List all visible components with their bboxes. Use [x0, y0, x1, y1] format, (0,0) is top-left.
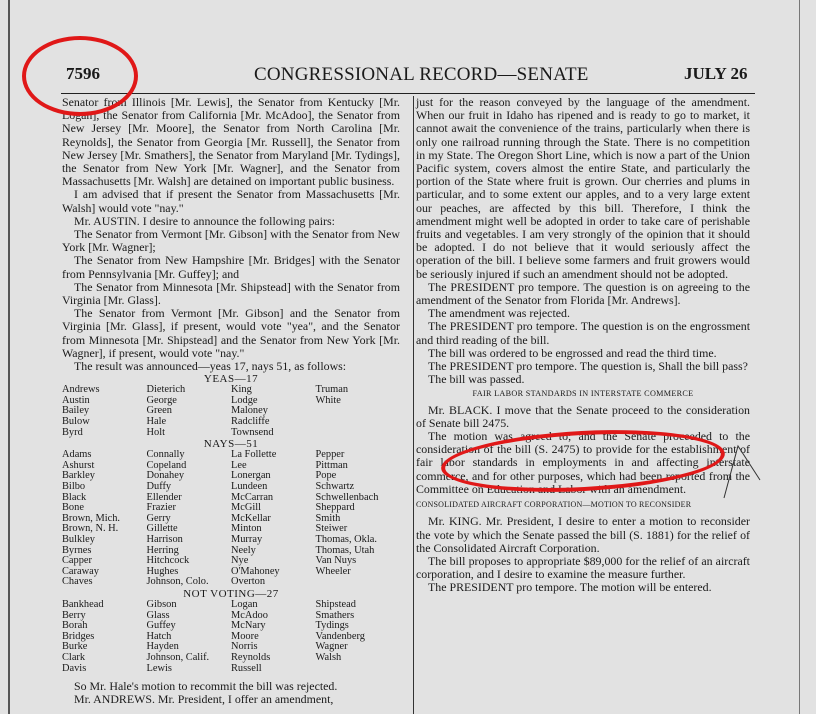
senator-name: Maloney [231, 405, 268, 417]
senator-name: McAdoo [231, 609, 268, 621]
senator-name: Lundeen [231, 481, 268, 493]
nays-heading: NAYS—51 [203, 438, 259, 451]
senator-name: Pittman [315, 459, 348, 471]
senator-name: Moore [231, 630, 259, 642]
senator-name: Brown, Mich. [62, 512, 121, 524]
senator-name: McCarran [231, 491, 274, 503]
section-heading: FAIR LABOR STANDARDS IN INTERSTATE COMMERCE [472, 389, 694, 399]
senator-name: Hughes [146, 565, 179, 577]
senator-name: Bridges [62, 630, 95, 642]
senator-name: Hitchcock [146, 555, 190, 567]
paragraph: Mr. BLACK. I move that the Senate proceed to the consideration of Senate bill 2475. [416, 402, 750, 430]
senator-name: Hale [146, 416, 167, 428]
senator-name: Sheppard [315, 502, 355, 514]
senator-name: Neely [231, 544, 256, 556]
senator-name: Shipstead [315, 598, 356, 610]
senator-row [62, 577, 400, 588]
paragraph: The Senator from New Hampshire [Mr. Bridges] with the Senator from Pennsylvania [Mr. Guffey]; and [62, 253, 400, 281]
page-title: CONGRESSIONAL RECORD—SENATE [254, 64, 589, 85]
senator-row [62, 428, 400, 439]
senator-name: Clark [62, 651, 86, 663]
senator-name [316, 664, 401, 675]
senator-name: Pope [315, 470, 337, 482]
senator-name: O'Mahoney [231, 565, 280, 577]
senator-name: Adams [62, 449, 92, 461]
senator-name [316, 577, 401, 588]
senator-name: Davis [62, 662, 87, 674]
senator-name: Reynolds [231, 651, 271, 663]
paragraph: The Senator from Vermont [Mr. Gibson] with the Senator from New York [Mr. Wagner]; [62, 227, 400, 255]
right-column [416, 96, 750, 595]
header-rule [61, 93, 755, 94]
senator-name: Dieterich [146, 384, 186, 396]
senator-row [62, 535, 400, 546]
senator-name: Burke [62, 641, 88, 653]
paragraph: Mr. AUSTIN. I desire to announce the following pairs: [74, 213, 335, 228]
senator-name: Minton [231, 523, 262, 535]
senator-name: Schwartz [315, 481, 355, 493]
senator-name: Green [146, 405, 172, 417]
senator-name: Russell [231, 662, 262, 674]
senator-name: McGill [231, 502, 262, 514]
senator-row [62, 600, 400, 611]
senator-name: Lee [231, 459, 247, 471]
senator-name: Borah [62, 620, 88, 632]
paragraph: The bill was passed. [428, 372, 525, 387]
senator-name: Radcliffe [231, 416, 270, 428]
senator-name: Johnson, Calif. [146, 651, 210, 663]
yeas-heading: YEAS—17 [203, 373, 259, 386]
paragraph: just for the reason conveyed by the language of the amendment. When our fruit in Idaho has ripened and is ready to go to market, it cannot await the convenience of the trains, particularly when there is only one railroad running through the State. There is no competition in my State. The Oregon Short Line, which is now a part of the Union Pacific system, covers almost the entire State, and particularly the portion of the State where fruit is grown. Our cherries and plums in particular, and to some extent our apples, and to a very large extent our peaches, are affected by this bill. Therefore, I think the amendment might well be adopted in order to take care of perishable fruits and vegetables. I am very strongly of the opinion that it should be adopted. I do not believe that it would seriously affect the operation of the bill. I believe some farmers and fruit growers would be seriously injured if such an amendment should not be adopted. [416, 95, 750, 281]
senator-name: Lonergan [231, 470, 271, 482]
senator-name: Byrd [62, 426, 83, 438]
paragraph: The PRESIDENT pro tempore. The motion will be entered. [428, 580, 712, 595]
paragraph: The bill proposes to appropriate $89,000 for the relief of an aircraft corporation, and I desire to examine the measure further. [416, 553, 750, 582]
senator-name: Herring [146, 544, 179, 556]
senator-name: Austin [62, 394, 90, 406]
senator-name: Thomas, Utah [315, 544, 375, 556]
senator-name: Townsend [231, 426, 274, 438]
not-voting-table [62, 600, 400, 674]
paragraph: The PRESIDENT pro tempore. The question is on agreeing to the amendment of the Senator from Florida [Mr. Andrews]. [416, 279, 750, 308]
senator-name: Bone [62, 502, 84, 514]
paragraph: The motion was agreed to; and the Senate proceeded to the consideration of the bill (S. 2475) to provide for the establishment of fair labor standards in employments in and affecting interstate commerce, and for other purposes, which had been reported from the Committee on Education and Labor with an amendment. [416, 429, 750, 496]
senator-name: Overton [231, 576, 266, 588]
senator-name: Walsh [315, 651, 342, 663]
senator-name: McKellar [231, 512, 271, 524]
paragraph: I am advised that if present the Senator from Massachusetts [Mr. Walsh] would vote "nay." [62, 187, 400, 215]
page-number: 7596 [66, 64, 100, 83]
senator-name: Truman [315, 384, 349, 396]
not-voting-heading: NOT VOTING—27 [183, 587, 279, 600]
senator-name: Pepper [315, 449, 345, 461]
paragraph: Senator from Illinois [Mr. Lewis], the Senator from Kentucky [Mr. Logan], the Senator from California [Mr. McAdoo], the Senator from New Jersey [Mr. Moore], the Senator from North Carolina [Mr. Reynolds], the Senator from Georgia [Mr. Russell], the Senator from New Jersey [Mr. Smathers], the Senator from Maryland [Mr. Tydings], the Senator from New York [Mr. Wagner], and the Senator from Massachusetts [Mr. Walsh] are detained on important public business. [62, 95, 400, 189]
page-number-circle-annotation [22, 36, 138, 116]
senator-name: Gerry [146, 512, 171, 524]
pen-stroke-mark [722, 440, 762, 500]
paragraph: Mr. ANDREWS. Mr. President, I offer an amendment, [74, 692, 334, 707]
senator-name: Harrison [146, 533, 183, 545]
senator-name: McNary [231, 620, 266, 632]
senator-name: Lodge [231, 394, 258, 406]
page-edge-left [8, 0, 10, 714]
column-divider [413, 96, 414, 714]
left-column [62, 96, 400, 707]
senator-name: Murray [231, 533, 263, 545]
senator-name: Gillette [146, 523, 178, 535]
senator-name: Ashurst [62, 459, 95, 471]
senator-name: Thomas, Okla. [315, 533, 377, 545]
paragraph: The bill was ordered to be engrossed and read the third time. [428, 345, 717, 360]
senator-name: King [231, 384, 252, 396]
senator-name: Duffy [146, 481, 172, 493]
paragraph: The PRESIDENT pro tempore. The question is on the engrossment and third reading of the bill. [416, 319, 750, 347]
page-edge-right [799, 0, 800, 714]
senator-name: Gibson [146, 598, 177, 610]
senator-name: Smith [315, 512, 341, 524]
senator-name: Logan [231, 598, 258, 610]
senator-name: Lewis [146, 662, 172, 674]
senator-name: Copeland [146, 459, 187, 471]
paragraph: The Senator from Vermont [Mr. Gibson] and the Senator from Virginia [Mr. Glass], if present, would vote "yea", and the Senator from Minnesota [Mr. Shipstead] and the Senator from New York [Mr. Wagner], if present, would vote "nay." [62, 306, 400, 360]
senator-name: Brown, N. H. [62, 523, 119, 535]
senator-name: Tydings [315, 620, 349, 632]
senator-row [62, 664, 400, 675]
yeas-table [62, 385, 400, 438]
senator-name: Vandenberg [315, 630, 365, 642]
senator-name: Ellender [146, 491, 182, 503]
senator-name: Van Nuys [315, 555, 357, 567]
senator-name: Donahey [146, 470, 185, 482]
senator-name: Frazier [146, 502, 176, 514]
senator-name: Bulow [62, 416, 90, 428]
senator-name: Hatch [146, 630, 172, 642]
senator-name: Capper [62, 555, 93, 567]
paragraph: So Mr. Hale's motion to recommit the bill was rejected. [74, 679, 338, 694]
paragraph: The PRESIDENT pro tempore. The question is, Shall the bill pass? [428, 359, 748, 374]
senator-name: Caraway [62, 565, 99, 577]
senator-name: La Follette [231, 449, 277, 461]
senator-name: Wagner [315, 641, 348, 653]
senator-name [316, 417, 401, 428]
senator-name [316, 428, 401, 439]
senator-name: Berry [62, 609, 86, 621]
senator-name: Steiwer [315, 523, 348, 535]
section-heading: CONSOLIDATED AIRCRAFT CORPORATION—MOTION TO RECONSIDER [416, 500, 692, 510]
senator-name: Schwellenbach [315, 491, 379, 503]
senator-row [62, 653, 400, 664]
senator-name: Bankhead [62, 598, 104, 610]
paragraph: Mr. KING. Mr. President, I desire to enter a motion to reconsider the vote by which the Senate passed the bill (S. 1881) for the relief of the Consolidated Aircraft Corporation. [416, 514, 750, 555]
paragraph: The amendment was rejected. [428, 306, 570, 321]
senator-name: Bailey [62, 405, 90, 417]
senator-name: Andrews [62, 384, 100, 396]
senator-name: Johnson, Colo. [146, 576, 209, 588]
senator-name: Norris [231, 641, 258, 653]
senator-name: Byrnes [62, 544, 92, 556]
senator-name: Black [62, 491, 87, 503]
senator-name: Smathers [315, 609, 355, 621]
senator-name: Connally [146, 449, 185, 461]
paragraph: The Senator from Minnesota [Mr. Shipstead] with the Senator from Virginia [Mr. Glass]. [62, 279, 400, 308]
senator-name [316, 406, 401, 417]
senator-name: George [146, 394, 177, 406]
senator-name: Chaves [62, 576, 93, 588]
senator-name: Guffey [146, 620, 176, 632]
senator-name: Holt [146, 426, 165, 438]
nays-table [62, 450, 400, 588]
senator-name: White [315, 394, 341, 406]
senator-name: Nye [231, 555, 249, 567]
paragraph: The result was announced—yeas 17, nays 51, as follows: [74, 359, 347, 374]
senator-name: Barkley [62, 470, 95, 482]
senator-name: Bilbo [62, 481, 86, 493]
senator-name: Glass [146, 609, 170, 621]
senator-name: Hayden [146, 641, 179, 653]
senator-name: Bulkley [62, 533, 95, 545]
senator-name: Wheeler [315, 565, 351, 577]
page-date: JULY 26 [684, 64, 748, 83]
